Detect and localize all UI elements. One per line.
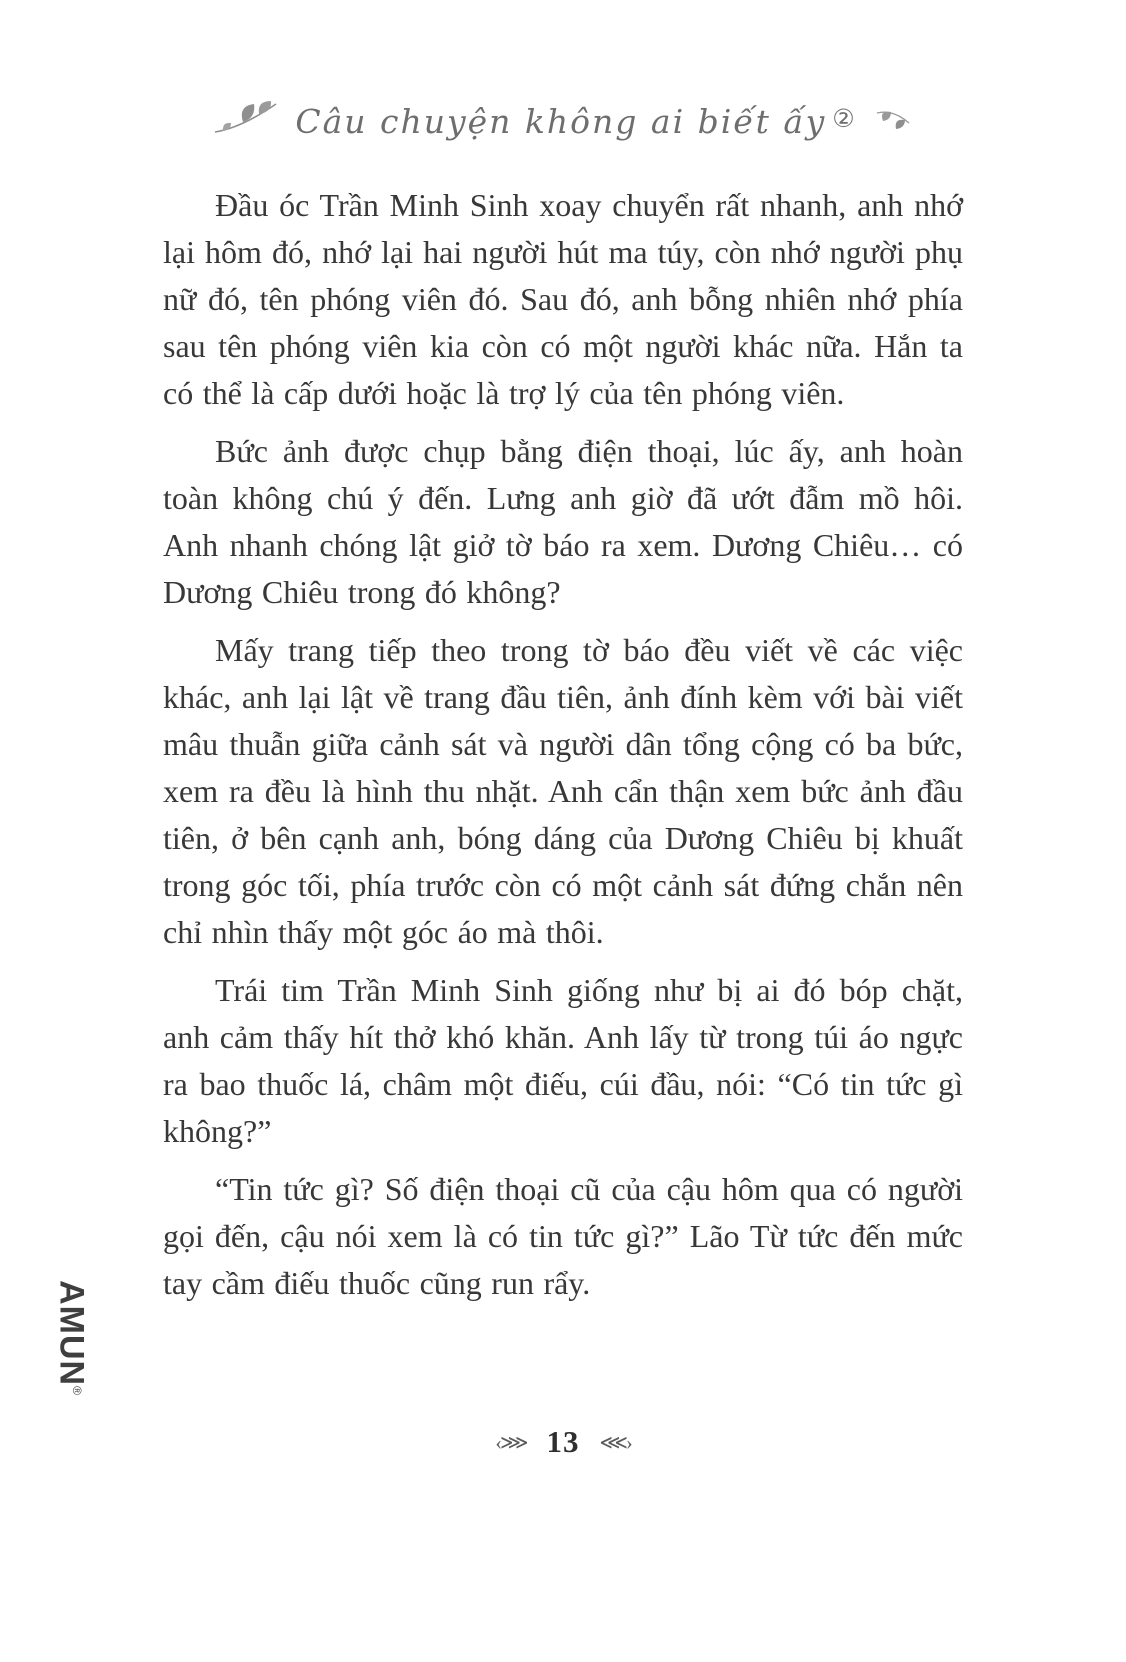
footer-flourish-left-icon: ‹⋙ <box>495 1432 527 1454</box>
paragraph-5: “Tin tức gì? Số điện thoại cũ của cậu hôm qua có người gọi đến, cậu nói xem là có tin tức gì?” Lão Từ tức đến mức tay cầm điếu thuốc cũng run rẩy. <box>163 1171 963 1301</box>
page-header <box>163 98 963 145</box>
paragraph-3: Mấy trang tiếp theo trong tờ báo đều viết về các việc khác, anh lại lật về trang đầu tiên, ảnh đính kèm với bài viết mâu thuẫn giữa cảnh sát và người dân tổng cộng có ba bức, xem ra đều là hình thu nhặt. Anh cẩn thận xem bức ảnh đầu tiên, ở bên cạnh anh, bóng dáng của Dương Chiêu bị khuất trong góc tối, phía trước còn có một cảnh sát đứng chắn nên chỉ nhìn thấy một góc áo mà thôi. <box>163 632 963 950</box>
paragraph-1: Đầu óc Trần Minh Sinh xoay chuyển rất nhanh, anh nhớ lại hôm đó, nhớ lại hai người hút ma túy, còn nhớ người phụ nữ đó, tên phóng viên đó. Sau đó, anh bỗng nhiên nhớ phía sau tên phóng viên kia còn có một người khác nữa. Hắn ta có thể là cấp dưới hoặc là trợ lý của tên phóng viên. <box>163 187 963 411</box>
registered-trademark-icon: ® <box>70 1386 84 1396</box>
page-number: 13 <box>546 1424 580 1459</box>
volume-number-badge: ② <box>832 104 857 133</box>
paragraph-4: Trái tim Trần Minh Sinh giống như bị ai đó bóp chặt, anh cảm thấy hít thở khó khăn. Anh lấy từ trong túi áo ngực ra bao thuốc lá, châm một điếu, cúi đầu, nói: “Có tin tức gì không?” <box>163 972 963 1149</box>
page-body <box>163 182 963 1318</box>
footer-flourish-right-icon: ⋘› <box>599 1432 631 1454</box>
publisher-logo <box>52 1273 99 1403</box>
paragraph-2: Bức ảnh được chụp bằng điện thoại, lúc ấy, anh hoàn toàn không chú ý đến. Lưng anh giờ đã ướt đẫm mồ hôi. Anh nhanh chóng lật giở tờ báo ra xem. Dương Chiêu… có Dương Chiêu trong đó không? <box>163 433 963 610</box>
leaf-sprig-icon <box>873 103 913 140</box>
chapter-title-text: Câu chuyện không ai biết ấy <box>295 102 827 141</box>
chapter-running-title <box>295 102 856 141</box>
page-footer <box>163 1424 963 1460</box>
leaf-branch-icon <box>213 98 279 145</box>
publisher-logo-text: AMUN <box>52 1280 91 1387</box>
